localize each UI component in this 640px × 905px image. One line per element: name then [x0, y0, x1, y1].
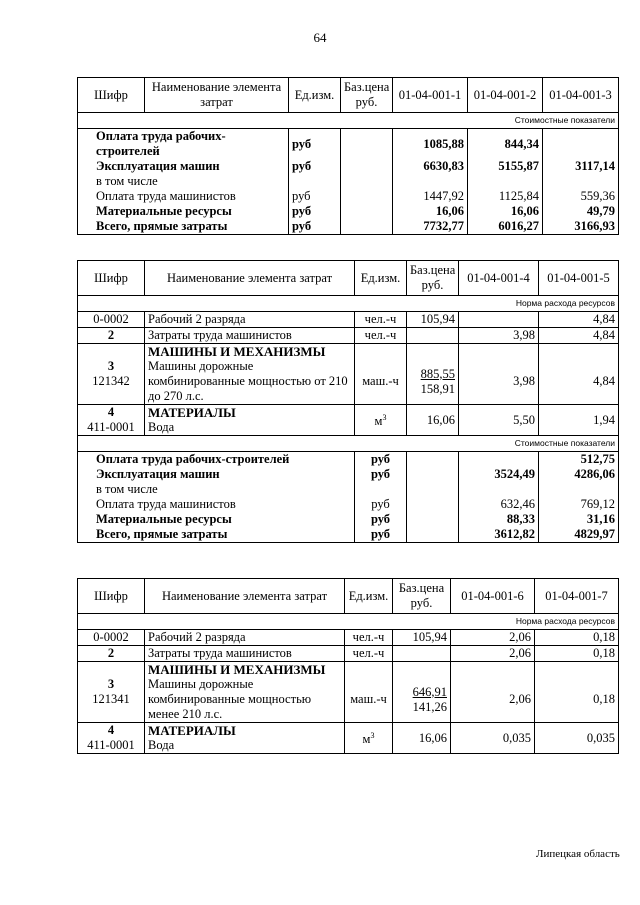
cost-value: 6630,83: [393, 159, 468, 174]
resource-table-3: [77, 578, 619, 754]
value-cell: 1,94: [539, 405, 619, 436]
cost-value: 6016,27: [468, 219, 543, 235]
cost-unit: руб: [289, 189, 341, 204]
header-cell: Баз.цена руб.: [393, 579, 451, 614]
cost-name: Оплата труда рабочих-строителей: [78, 129, 289, 160]
cost-value: 16,06: [468, 204, 543, 219]
cost-value: 7732,77: [393, 219, 468, 235]
name-cell: Машины дорожные комбинированные мощностью от 210 до 270 л.с.: [148, 359, 348, 403]
cost-unit: руб: [289, 219, 341, 235]
price-cell: 16,06: [393, 723, 451, 754]
cost-name: Оплата труда машинистов: [78, 497, 355, 512]
table-row: [78, 452, 619, 468]
table-row: [78, 312, 619, 328]
cost-name: Оплата труда машинистов: [78, 189, 289, 204]
cost-unit: руб: [355, 527, 407, 543]
code-cell: 121341: [92, 692, 130, 706]
cost-value: 88,33: [459, 512, 539, 527]
code-cell: 2: [78, 646, 145, 662]
cost-value: 632,46: [459, 497, 539, 512]
cost-name: Всего, прямые затраты: [78, 219, 289, 235]
header-cell: 01-04-001-4: [459, 261, 539, 296]
price-cell: 16,06: [407, 405, 459, 436]
cost-value: 4829,97: [539, 527, 619, 543]
header-cell: 01-04-001-6: [451, 579, 535, 614]
price-cell: 105,94: [407, 312, 459, 328]
cost-table-1: [77, 77, 619, 235]
cost-value: 1125,84: [468, 189, 543, 204]
value-cell: 0,18: [535, 662, 619, 723]
value-cell: 3,98: [459, 328, 539, 344]
cost-name: Оплата труда рабочих-строителей: [78, 452, 355, 468]
value-cell: 4,84: [539, 312, 619, 328]
price-cell: 158,91: [420, 381, 455, 396]
section-title: МАТЕРИАЛЫ: [148, 405, 236, 420]
code-cell: 0-0002: [78, 312, 145, 328]
table-row: [78, 646, 619, 662]
cost-value: 49,79: [543, 204, 619, 219]
code-cell: 411-0001: [87, 738, 135, 752]
cost-value: 844,34: [468, 129, 543, 160]
cost-name: Всего, прямые затраты: [78, 527, 355, 543]
value-cell: 5,50: [459, 405, 539, 436]
name-cell: Затраты труда машинистов: [145, 646, 345, 662]
value-cell: 2,06: [451, 662, 535, 723]
header-cell: Шифр: [78, 579, 145, 614]
section-number: 3: [107, 359, 115, 373]
name-cell: Рабочий 2 разряда: [145, 312, 355, 328]
unit-cell: чел.-ч: [355, 328, 407, 344]
section-number: 4: [107, 723, 115, 737]
price-cell: 885,55: [420, 366, 455, 381]
header-cell: Шифр: [78, 78, 145, 113]
name-cell: Затраты труда машинистов: [145, 328, 355, 344]
section-number: 3: [107, 677, 115, 691]
value-cell: 2,06: [451, 630, 535, 646]
value-cell: 4,84: [539, 328, 619, 344]
cost-unit: руб: [289, 159, 341, 174]
resource-table-2: [77, 260, 619, 543]
table-row: [78, 630, 619, 646]
price-cell: [407, 328, 459, 344]
cost-unit: руб: [355, 452, 407, 468]
cost-name: Материальные ресурсы: [78, 204, 289, 219]
table-row: [78, 344, 619, 405]
cost-name: Эксплуатация машин: [78, 159, 289, 174]
value-cell: 0,035: [535, 723, 619, 754]
value-cell: 4,84: [539, 344, 619, 405]
code-cell: 2: [78, 328, 145, 344]
price-cell: 646,91: [412, 684, 447, 699]
table-row: [78, 467, 619, 482]
cost-value: 4286,06: [539, 467, 619, 482]
page-number: 64: [313, 30, 327, 45]
unit-cell: маш.-ч: [345, 662, 393, 723]
cost-value: 3612,82: [459, 527, 539, 543]
section-caption: Стоимостные показатели: [78, 113, 619, 129]
cost-value: 16,06: [393, 204, 468, 219]
table-row: [78, 204, 619, 219]
section-title: МАТЕРИАЛЫ: [148, 723, 236, 738]
header-cell: 01-04-001-3: [543, 78, 619, 113]
price-cell: 141,26: [412, 699, 447, 714]
cost-name: Эксплуатация машин: [78, 467, 355, 482]
cost-value: 769,12: [539, 497, 619, 512]
header-cell: Наименование элемента затрат: [145, 78, 289, 113]
table-row: [78, 219, 619, 235]
value-cell: 0,035: [451, 723, 535, 754]
price-cell: [393, 646, 451, 662]
value-cell: [459, 312, 539, 328]
unit-cell: чел.-ч: [355, 312, 407, 328]
unit-cell: чел.-ч: [345, 630, 393, 646]
header-cell: Ед.изм.: [355, 261, 407, 296]
section-caption: Норма расхода ресурсов: [78, 614, 619, 630]
table-row: [78, 174, 619, 189]
header-cell: 01-04-001-1: [393, 78, 468, 113]
table-row: [78, 527, 619, 543]
value-cell: 0,18: [535, 646, 619, 662]
cost-value: 5155,87: [468, 159, 543, 174]
section-title: МАШИНЫ И МЕХАНИЗМЫ: [148, 344, 326, 359]
unit-cell: маш.-ч: [355, 344, 407, 405]
header-cell: 01-04-001-7: [535, 579, 619, 614]
header-cell: 01-04-001-5: [539, 261, 619, 296]
cost-name: в том числе: [78, 482, 355, 497]
cost-value: 559,36: [543, 189, 619, 204]
cost-unit: руб: [355, 512, 407, 527]
header-cell: Баз.цена руб.: [407, 261, 459, 296]
cost-value: 31,16: [539, 512, 619, 527]
name-cell: Вода: [148, 420, 175, 434]
value-cell: 0,18: [535, 630, 619, 646]
cost-value: 3117,14: [543, 159, 619, 174]
code-cell: 121342: [92, 374, 130, 388]
header-cell: Ед.изм.: [345, 579, 393, 614]
table-row: [78, 662, 619, 723]
table-header-row: [78, 261, 619, 296]
cost-value: 512,75: [539, 452, 619, 468]
header-cell: Наименование элемента затрат: [145, 261, 355, 296]
section-caption: Норма расхода ресурсов: [78, 296, 619, 312]
cost-value: [543, 129, 619, 160]
header-cell: Наименование элемента затрат: [145, 579, 345, 614]
cost-unit: руб: [289, 204, 341, 219]
table-row: [78, 405, 619, 436]
code-cell: 0-0002: [78, 630, 145, 646]
cost-unit: руб: [355, 467, 407, 482]
table-row: [78, 512, 619, 527]
table-row: [78, 328, 619, 344]
cost-value: 1447,92: [393, 189, 468, 204]
table-row: [78, 497, 619, 512]
table-row: [78, 482, 619, 497]
unit-cell: $м^3$: [355, 405, 407, 436]
cost-name: в том числе: [78, 174, 289, 189]
header-cell: 01-04-001-2: [468, 78, 543, 113]
footer-region: Липецкая область: [536, 848, 620, 860]
header-cell: Шифр: [78, 261, 145, 296]
section-caption: Стоимостные показатели: [78, 436, 619, 452]
code-cell: 411-0001: [87, 420, 135, 434]
section-number: 4: [107, 405, 115, 419]
cost-unit: руб: [289, 129, 341, 160]
cost-value: 3166,93: [543, 219, 619, 235]
cost-value: 3524,49: [459, 467, 539, 482]
unit-cell: чел.-ч: [345, 646, 393, 662]
header-cell: Ед.изм.: [289, 78, 341, 113]
name-cell: Машины дорожные комбинированные мощностью менее 210 л.с.: [148, 677, 312, 721]
value-cell: 2,06: [451, 646, 535, 662]
table-row: [78, 189, 619, 204]
name-cell: Вода: [148, 738, 175, 752]
table-row: [78, 129, 619, 160]
table-header-row: [78, 78, 619, 113]
section-title: МАШИНЫ И МЕХАНИЗМЫ: [148, 662, 326, 677]
name-cell: Рабочий 2 разряда: [145, 630, 345, 646]
price-cell: 105,94: [393, 630, 451, 646]
value-cell: 3,98: [459, 344, 539, 405]
cost-name: Материальные ресурсы: [78, 512, 355, 527]
cost-value: 1085,88: [393, 129, 468, 160]
table-header-row: [78, 579, 619, 614]
cost-value: [459, 452, 539, 468]
table-row: [78, 159, 619, 174]
table-row: [78, 723, 619, 754]
unit-cell: $м^3$: [345, 723, 393, 754]
cost-unit: руб: [355, 497, 407, 512]
header-cell: Баз.цена руб.: [341, 78, 393, 113]
